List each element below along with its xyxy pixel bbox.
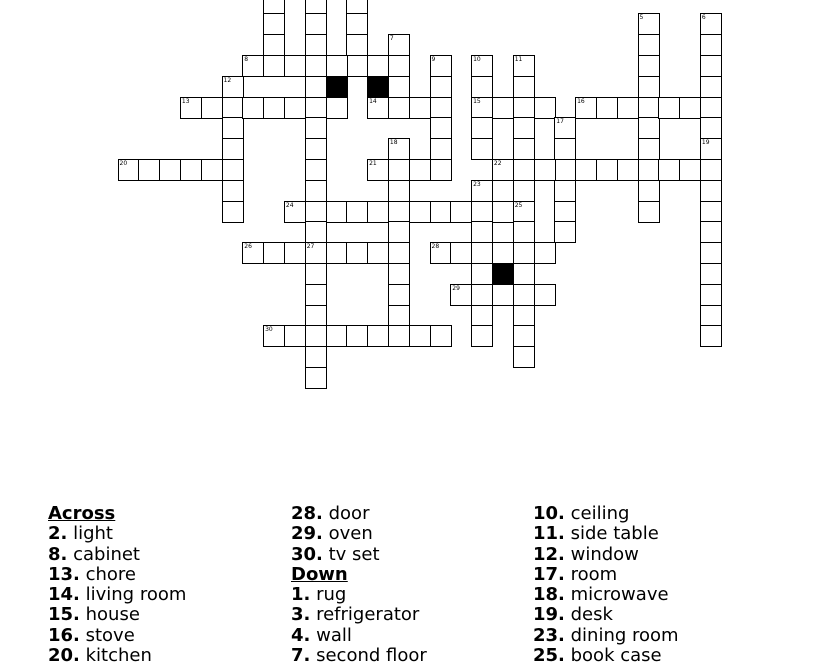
grid-cell[interactable] <box>326 55 348 77</box>
clue-item <box>291 585 427 605</box>
grid-cell[interactable] <box>305 76 327 98</box>
grid-cell[interactable] <box>305 97 327 119</box>
grid-block <box>492 263 514 285</box>
grid-cell[interactable] <box>471 242 493 264</box>
grid-cell[interactable] <box>430 242 452 264</box>
grid-cell[interactable] <box>430 97 452 119</box>
grid-cell[interactable] <box>284 201 306 223</box>
grid-cell[interactable] <box>305 346 327 368</box>
grid-cell[interactable] <box>430 117 452 139</box>
grid-cell[interactable] <box>430 55 452 77</box>
grid-cell[interactable] <box>554 180 576 202</box>
grid-cell[interactable] <box>700 117 722 139</box>
grid-number: 9 <box>431 55 436 63</box>
grid-number: 10 <box>473 55 481 63</box>
grid-block <box>367 76 389 98</box>
clue-item <box>291 524 427 544</box>
clue-text: living room <box>79 584 187 606</box>
grid-cell[interactable] <box>617 159 639 181</box>
grid-cell[interactable] <box>305 221 327 243</box>
grid-cell[interactable] <box>513 138 535 160</box>
grid-cell[interactable] <box>409 97 431 119</box>
grid-cell[interactable] <box>409 325 431 347</box>
grid-number: 30 <box>265 326 273 334</box>
grid-cell[interactable] <box>513 97 535 119</box>
grid-cell[interactable] <box>679 97 701 119</box>
grid-number: 7 <box>389 35 394 43</box>
grid-cell[interactable] <box>638 117 660 139</box>
grid-number: 19 <box>701 139 710 147</box>
grid-cell[interactable] <box>638 159 660 181</box>
grid-number: 11 <box>514 55 523 63</box>
clue-item <box>48 626 186 646</box>
grid-cell[interactable] <box>284 97 306 119</box>
grid-cell[interactable] <box>326 242 348 264</box>
grid-cell[interactable] <box>554 221 576 243</box>
grid-cell[interactable] <box>534 97 556 119</box>
clue-item <box>533 626 679 646</box>
grid-cell[interactable] <box>700 180 722 202</box>
grid-cell[interactable] <box>180 97 202 119</box>
grid-cell[interactable] <box>450 242 472 264</box>
grid-cell[interactable] <box>180 159 202 181</box>
grid-cell[interactable] <box>596 159 618 181</box>
grid-cell[interactable] <box>596 97 618 119</box>
grid-cell[interactable] <box>492 159 514 181</box>
clue-text: cabinet <box>67 543 140 565</box>
grid-cell[interactable] <box>554 201 576 223</box>
grid-cell[interactable] <box>700 138 722 160</box>
grid-cell[interactable] <box>513 55 535 77</box>
grid-number: 28 <box>431 243 440 251</box>
grid-cell[interactable] <box>638 180 660 202</box>
clue-text: window <box>564 543 639 565</box>
grid-cell[interactable] <box>700 242 722 264</box>
clue-text: microwave <box>564 584 669 606</box>
grid-cell[interactable] <box>305 201 327 223</box>
grid-cell[interactable] <box>492 242 514 264</box>
clue-item <box>48 585 186 605</box>
grid-cell[interactable] <box>388 201 410 223</box>
grid-cell[interactable] <box>700 34 722 56</box>
grid-cell[interactable] <box>471 138 493 160</box>
grid-cell[interactable] <box>513 263 535 285</box>
grid-cell[interactable] <box>679 159 701 181</box>
grid-cell[interactable] <box>388 97 410 119</box>
grid-cell[interactable] <box>471 97 493 119</box>
grid-cell[interactable] <box>367 325 389 347</box>
grid-cell[interactable] <box>430 201 452 223</box>
grid-cell[interactable] <box>638 13 660 35</box>
grid-cell[interactable] <box>513 76 535 98</box>
grid-cell[interactable] <box>222 97 244 119</box>
grid-cell[interactable] <box>409 159 431 181</box>
grid-cell[interactable] <box>388 305 410 327</box>
clue-text: stove <box>79 624 135 646</box>
grid-cell[interactable] <box>326 201 348 223</box>
grid-cell[interactable] <box>326 97 348 119</box>
clue-number: 14. <box>48 584 80 606</box>
clue-text: ceiling <box>564 503 630 524</box>
grid-cell[interactable] <box>450 201 472 223</box>
grid-cell[interactable] <box>242 97 264 119</box>
grid-cell[interactable] <box>513 180 535 202</box>
grid-cell[interactable] <box>471 117 493 139</box>
grid-cell[interactable] <box>492 97 514 119</box>
clue-number: 18. <box>533 584 565 606</box>
clue-item <box>291 646 427 666</box>
grid-cell[interactable] <box>138 159 160 181</box>
grid-cell[interactable] <box>388 284 410 306</box>
grid-cell[interactable] <box>513 346 535 368</box>
grid-cell[interactable] <box>700 305 722 327</box>
grid-cell[interactable] <box>388 55 410 77</box>
grid-cell[interactable] <box>700 76 722 98</box>
clue-item <box>48 605 186 625</box>
grid-cell[interactable] <box>346 325 368 347</box>
grid-cell[interactable] <box>242 242 264 264</box>
grid-cell[interactable] <box>430 325 452 347</box>
grid-cell[interactable] <box>305 55 327 77</box>
grid-cell[interactable] <box>492 284 514 306</box>
grid-cell[interactable] <box>700 325 722 347</box>
grid-cell[interactable] <box>575 97 597 119</box>
clue-column-2 <box>291 504 427 666</box>
grid-cell[interactable] <box>222 138 244 160</box>
clue-item <box>48 646 186 666</box>
grid-cell[interactable] <box>554 159 576 181</box>
grid-cell[interactable] <box>388 34 410 56</box>
grid-cell[interactable] <box>346 201 368 223</box>
grid-cell[interactable] <box>305 284 327 306</box>
clue-text: room <box>564 563 618 585</box>
grid-cell[interactable] <box>700 221 722 243</box>
grid-number: 16 <box>577 97 585 105</box>
grid-cell[interactable] <box>638 34 660 56</box>
clue-text: light <box>67 523 113 545</box>
grid-cell[interactable] <box>305 242 327 264</box>
clue-text: kitchen <box>79 645 152 666</box>
grid-cell[interactable] <box>284 325 306 347</box>
grid-cell[interactable] <box>430 138 452 160</box>
grid-cell[interactable] <box>700 263 722 285</box>
grid-cell[interactable] <box>388 221 410 243</box>
grid-cell[interactable] <box>367 97 389 119</box>
grid-cell[interactable] <box>638 55 660 77</box>
clue-item <box>533 605 679 625</box>
grid-cell[interactable] <box>513 159 535 181</box>
grid-cell[interactable] <box>263 242 285 264</box>
grid-number <box>348 0 352 1</box>
grid-cell[interactable] <box>388 325 410 347</box>
clue-number: 30. <box>291 543 323 565</box>
grid-cell[interactable] <box>513 305 535 327</box>
clue-number: 10. <box>533 503 565 524</box>
grid-cell[interactable] <box>367 159 389 181</box>
grid-cell[interactable] <box>346 13 368 35</box>
grid-cell[interactable] <box>367 242 389 264</box>
grid-number: 21 <box>369 159 377 167</box>
grid-cell[interactable] <box>471 180 493 202</box>
clue-number: 1. <box>291 584 311 606</box>
grid-number: 14 <box>369 97 377 105</box>
clue-text: dining room <box>564 624 679 646</box>
grid-number: 6 <box>701 14 706 22</box>
grid-cell[interactable] <box>388 242 410 264</box>
clue-number: 7. <box>291 645 311 666</box>
clue-number: 16. <box>48 624 80 646</box>
clue-number: 11. <box>533 523 565 545</box>
grid-cell[interactable] <box>305 325 327 347</box>
grid-cell[interactable] <box>513 201 535 223</box>
grid-cell[interactable] <box>471 263 493 285</box>
clue-number: 25. <box>533 645 565 666</box>
grid-number: 26 <box>244 243 252 251</box>
grid-number: 22 <box>493 159 502 167</box>
grid-cell[interactable] <box>513 221 535 243</box>
grid-cell[interactable] <box>346 34 368 56</box>
grid-cell[interactable] <box>513 117 535 139</box>
clue-number: 8. <box>48 543 68 565</box>
grid-cell[interactable] <box>305 13 327 35</box>
clue-item <box>291 545 427 565</box>
grid-cell[interactable] <box>201 159 223 181</box>
grid-cell[interactable] <box>263 34 285 56</box>
clue-item <box>291 504 427 524</box>
grid-cell[interactable] <box>201 97 223 119</box>
grid-cell[interactable] <box>305 263 327 285</box>
grid-cell[interactable] <box>700 201 722 223</box>
clue-number: 13. <box>48 563 80 585</box>
grid-number: 5 <box>639 14 644 22</box>
grid-cell[interactable] <box>326 325 348 347</box>
clue-text: side table <box>564 523 659 545</box>
grid-cell[interactable] <box>534 284 556 306</box>
down-heading: Down <box>291 563 348 585</box>
clue-item <box>291 605 427 625</box>
clue-number: 15. <box>48 604 80 626</box>
clue-item <box>291 626 427 646</box>
grid-cell[interactable] <box>700 55 722 77</box>
clue-text: door <box>322 503 370 524</box>
grid-cell[interactable] <box>159 159 181 181</box>
grid-cell[interactable] <box>305 180 327 202</box>
grid-number: 27 <box>306 243 315 251</box>
grid-cell[interactable] <box>471 55 493 77</box>
clue-item <box>533 585 679 605</box>
grid-cell[interactable] <box>471 221 493 243</box>
grid-cell[interactable] <box>430 76 452 98</box>
clue-item <box>48 565 186 585</box>
clue-item <box>533 545 679 565</box>
grid-cell[interactable] <box>263 55 285 77</box>
grid-cell[interactable] <box>222 117 244 139</box>
grid-cell[interactable] <box>263 97 285 119</box>
grid-number: 18 <box>389 139 398 147</box>
grid-number: 12 <box>223 76 232 84</box>
grid-cell[interactable] <box>305 117 327 139</box>
grid-cell[interactable] <box>638 76 660 98</box>
grid-cell[interactable] <box>554 117 576 139</box>
grid-cell[interactable] <box>388 263 410 285</box>
grid-cell[interactable] <box>700 159 722 181</box>
clue-text: house <box>79 604 140 626</box>
grid-cell[interactable] <box>305 34 327 56</box>
clue-text: rug <box>310 584 347 606</box>
grid-number: 20 <box>119 159 128 167</box>
grid-cell[interactable] <box>367 201 389 223</box>
grid-cell[interactable] <box>534 159 556 181</box>
grid-cell[interactable] <box>513 242 535 264</box>
grid-cell[interactable] <box>388 76 410 98</box>
grid-cell[interactable] <box>471 325 493 347</box>
clue-item <box>48 545 186 565</box>
grid-number: 13 <box>181 97 190 105</box>
clue-text: tv set <box>322 543 380 565</box>
grid-cell[interactable] <box>388 138 410 160</box>
grid-cell[interactable] <box>471 284 493 306</box>
clue-number: 2. <box>48 523 68 545</box>
grid-cell[interactable] <box>471 201 493 223</box>
clue-text: desk <box>564 604 613 626</box>
grid-cell[interactable] <box>492 201 514 223</box>
grid-cell[interactable] <box>513 284 535 306</box>
grid-cell[interactable] <box>346 55 368 77</box>
clue-item <box>533 646 679 666</box>
grid-cell[interactable] <box>346 242 368 264</box>
grid-cell[interactable] <box>305 159 327 181</box>
grid-cell[interactable] <box>700 284 722 306</box>
across-heading: Across <box>48 503 116 524</box>
clue-item <box>533 524 679 544</box>
clue-number: 3. <box>291 604 311 626</box>
grid-cell[interactable] <box>222 180 244 202</box>
clue-text: wall <box>310 624 352 646</box>
clue-text: refrigerator <box>310 604 420 626</box>
grid-cell[interactable] <box>388 180 410 202</box>
grid-number: 24 <box>285 201 294 209</box>
grid-cell[interactable] <box>700 13 722 35</box>
clue-number: 4. <box>291 624 311 646</box>
grid-cell[interactable] <box>367 55 389 77</box>
grid-cell[interactable] <box>263 13 285 35</box>
grid-cell[interactable] <box>305 305 327 327</box>
grid-cell[interactable] <box>284 55 306 77</box>
grid-cell[interactable] <box>118 159 140 181</box>
clue-number: 28. <box>291 503 323 524</box>
grid-cell[interactable] <box>305 367 327 389</box>
grid-cell[interactable] <box>575 159 597 181</box>
grid-number: 23 <box>473 180 481 188</box>
clue-item <box>533 565 679 585</box>
grid-number: 17 <box>556 118 564 126</box>
grid-cell[interactable] <box>222 76 244 98</box>
clue-number: 12. <box>533 543 565 565</box>
grid-cell[interactable] <box>388 159 410 181</box>
grid-cell[interactable] <box>263 325 285 347</box>
grid-cell[interactable] <box>471 305 493 327</box>
grid-cell[interactable] <box>242 55 264 77</box>
clue-number: 19. <box>533 604 565 626</box>
clue-number: 29. <box>291 523 323 545</box>
grid-block <box>326 76 348 98</box>
clue-number: 20. <box>48 645 80 666</box>
clue-number: 23. <box>533 624 565 646</box>
clue-item <box>48 524 186 544</box>
grid-cell[interactable] <box>534 242 556 264</box>
clue-text: chore <box>79 563 137 585</box>
grid-cell[interactable] <box>513 325 535 347</box>
grid-cell[interactable] <box>700 97 722 119</box>
grid-number: 29 <box>452 284 460 292</box>
clue-text: oven <box>322 523 373 545</box>
grid-cell[interactable] <box>554 138 576 160</box>
clue-item <box>533 504 679 524</box>
grid-cell[interactable] <box>658 97 680 119</box>
grid-cell[interactable] <box>222 159 244 181</box>
grid-cell[interactable] <box>617 97 639 119</box>
grid-cell[interactable] <box>638 138 660 160</box>
clue-text: book case <box>564 645 662 666</box>
grid-cell[interactable] <box>222 201 244 223</box>
grid-number: 8 <box>244 55 249 63</box>
grid-number: 15 <box>473 97 481 105</box>
grid-cell[interactable] <box>638 97 660 119</box>
clue-text: second floor <box>310 645 427 666</box>
grid-cell[interactable] <box>658 159 680 181</box>
grid-number: 25 <box>514 201 523 209</box>
grid-cell[interactable] <box>471 76 493 98</box>
clue-column-1 <box>48 504 186 666</box>
clue-column-3 <box>533 504 679 666</box>
grid-cell[interactable] <box>430 159 452 181</box>
grid-cell[interactable] <box>305 138 327 160</box>
grid-cell[interactable] <box>284 242 306 264</box>
clue-number: 17. <box>533 563 565 585</box>
grid-cell[interactable] <box>409 201 431 223</box>
grid-cell[interactable] <box>450 284 472 306</box>
grid-cell[interactable] <box>638 201 660 223</box>
